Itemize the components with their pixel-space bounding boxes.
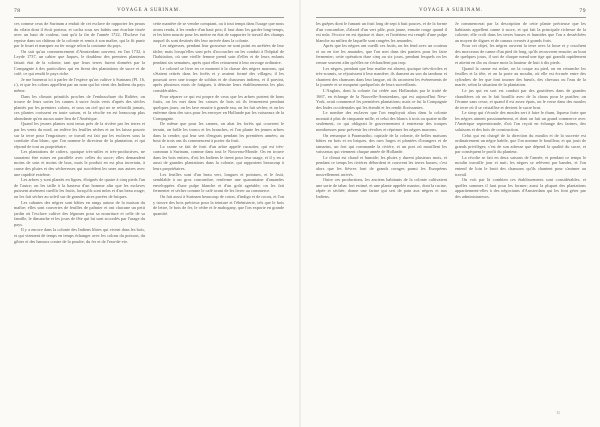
paragraph: Le jus qui en sort est conduit par des gouttières dans de grandes chaudières où on le fait bouillir avec de la chaux pour le purifier; on l'écume sans cesse, et quand il est assez épais, on le verse dans des moules de terre où il se cristallise et devient le sucre brut. xyxy=(455,87,586,110)
right-column-1 xyxy=(316,21,447,421)
left-running-title: VOYAGE A SURINAM. xyxy=(117,8,181,13)
right-page xyxy=(300,0,600,427)
paragraph: On sait qu'au commencement d'Amsterdam souvent, en l'an 1732, à Leyde 1737, un cahier que Jaques, le doubleur des premiers planteurs faisait état de la colonie, tant que leurs terres furent données par la Compagnie à des particuliers qui en firent des plantations de sucre et de café, ce qui rendit le pays riche. xyxy=(14,48,145,77)
left-column-1 xyxy=(14,21,145,421)
paragraph: Pour séparer ce qui est propre de ceux que les arbres portent de bons fruits, on les met dans les caisses de bois où ils fermentent pendant quelques jours; on les lave ensuite à grande eau, on les fait sécher, et on les enferme dans des sacs pour les envoyer en Hollande par les vaisseaux de la Compagnie. xyxy=(153,93,284,121)
paragraph: On fait aussi à Surinam beaucoup de coton, d'indigo et de rocou, et l'on y trouve des bois précieux pour la teinture et l'ébénisterie, tels que le bois de lettre, le bois de fer, le cèdre et le mahogany, que l'on exporte en grande quantité. xyxy=(153,193,284,216)
left-page-number: 78 xyxy=(14,8,21,14)
paragraph: On remarque à Paramaribo, capitale de la colonie, de belles maisons bâties en bois et en briques, des rues larges et plantées d'orangers et de tamarins, un fort qui commande la rivière, et un port où mouillent les vaisseaux qui viennent chaque année de Hollande. xyxy=(316,132,447,155)
paragraph: Les plantations de cafiers, quoique très-utiles et très-productives, ne sauraient être mises en parallèle avec celles du sucre; elles demandent moins de soin et moins de bras, mais le produit en est plus incertain, à cause des pluies et des sécheresses qui succèdent les unes aux autres avec une rapidité extrême. xyxy=(14,149,145,177)
paragraph: Je me bornerai ici à parler de l'espèce qu'on cultive à Surinam (Pl. 16, t.), et que les colons appellent par un nom qui lui vient des Indiens du pays même. xyxy=(14,76,145,93)
left-header-rule xyxy=(14,17,284,18)
left-page-header xyxy=(14,6,284,16)
paragraph: Il y a encore dans la colonie des Indiens libres qui vivent dans les bois, et qui viennent de temps en temps échanger avec les colons du poisson, du gibier et des hamacs contre de la poudre, du fer et de l'eau-de-vie. xyxy=(14,227,145,244)
paragraph: Je commencerai par la description de cette plante précieuse que les habitants appellent canne à sucre, et qui fait la principale richesse de la colonie; elle croît dans les terres basses et humides que l'on a desséchées au moyen de digues et de canaux creusés à grands frais. xyxy=(455,21,586,43)
paragraph: Quand la canne est mûre, on la coupe au pied, on en retranche les feuilles et la tête, et on la porte au moulin, où elle est écrasée entre des cylindres de fer que font tourner des bœufs, des chevaux ou l'eau de la marée, selon la situation de la plantation. xyxy=(455,65,586,88)
paragraph: Quand les jeunes plantes sont tenus près de la rivière par les terres et par les vents du nord, on enlève les feuilles sèches et on les laisse pourrir sur la terre pour l'engraisser; ce travail est fait par les esclaves sous la conduite d'un blanc, que l'on nomme le directeur de la plantation, et qui répond de tout au propriétaire. xyxy=(14,121,145,149)
paragraph: Outre ces productions, les anciens habitants de la colonie cultivaient une sorte de tabac fort estimé, et une plante appelée manioc, dont la racine, râpée et séchée, donne une farine qui sert de pain aux nègres et aux Indiens. xyxy=(316,177,447,199)
left-page-columns xyxy=(14,21,284,421)
paragraph: Celui qui est chargé de la direction du moulin et de la sucrerie est ordinairement un nègre habile, que l'on nomme le bouilleur, et qui jouit de grands privilèges; c'est de son adresse que dépend la qualité du sucre, et par conséquent le profit du planteur. xyxy=(455,132,586,155)
right-page-header xyxy=(316,6,586,16)
paragraph: Les cabanes des nègres sont bâties en rangs autour de la maison du maître; elles sont couvertes de feuilles de palmier et ont chacune un petit jardin où l'esclave cultive des légumes pour sa nourriture et celle de sa famille, le dimanche et les jours de fête qui lui sont accordés par l'usage du pays. xyxy=(14,199,145,227)
right-column-2 xyxy=(455,21,586,421)
paragraph: Les nègres, pendant que leur maître est absent, quoique très-dociles et très-soumis, se réjouissent à leur manière; ils dansent au son du tambour et chantent des chansons dans leur langue, où ils racontent les événements de la journée et se moquent quelquefois de leurs surveillants. xyxy=(316,65,447,88)
paragraph: Les négresses, pendant leur grossesse ne sont point en arrêtées de leur tâche; mais lorsqu'elles sont près d'accoucher on les conduit à l'hôpital de l'habitation, où une vieille femme prend soin d'elles et de leurs enfants pendant six semaines, après quoi elles retournent à leur ouvrage ordinaire. xyxy=(153,43,284,66)
paragraph: Le colonel se livre en ce moment à la chasse des nègres marrons, qui s'étaient retirés dans les forêts et y avaient formé des villages; il les poursuit avec une troupe de soldats et de chasseurs indiens, et il parvint, après plusieurs mois de fatigues, à détruire leurs établissements les plus considérables. xyxy=(153,65,284,93)
paragraph: Les arbres y sont plantés en lignes, éloignés de quatre à cinq pieds l'un de l'autre; on les taille à la hauteur d'un homme afin que les esclaves puissent aisément cueillir les fruits, lorsqu'ils sont mûrs et d'un beau rouge; on les fait sécher au soleil sur de grandes aires pavées de briques. xyxy=(14,177,145,199)
paragraph: Le climat est chaud et humide; les pluies y durent plusieurs mois, et pendant ce temps les rivières débordent et couvrent les terres basses; c'est alors que les fièvres font de grands ravages parmi les Européens nouvellement arrivés. xyxy=(316,154,447,177)
right-page-columns xyxy=(316,21,586,421)
right-running-title: VOYAGE A SURINAM. xyxy=(419,8,483,13)
paragraph: Le nombre des esclaves que l'on employait alors dans la colonie montait à plus de cinquante mille, et celui des blancs à trois ou quatre mille seulement, ce qui obligeait le gouvernement à entretenir des troupes nombreuses pour prévenir les révoltes et réprimer les nègres marrons. xyxy=(316,110,447,132)
paragraph: On voit par là combien ces établissements sont considérables, et quelles sommes il faut pour les former; aussi la plupart des plantations appartiennent-elles à des négociants d'Amsterdam qui les font gérer par des administrateurs. xyxy=(455,177,586,199)
paragraph: Pour cet objet, les nègres ouvrent la terre avec la houe et y couchent des morceaux de canne d'un pied de long, qu'ils recouvrent ensuite; au bout de quelques jours, il sort de chaque nœud une tige qui grandit rapidement et atteint en dix ou douze mois la hauteur de huit à dix pieds. xyxy=(455,43,586,66)
paragraph: Dans les climats primitifs proches de l'embouchure du Ralière, on trouve de leurs sortes les cannes à sucre fruits verts d'après des siècles plantés par les premiers colons, et sous un ciel qui ne se refroidit jamais, ces plantes croissent en toute saison, et la récolte en est beaucoup plus abondante qu'en aucun autre lieu de l'Amérique. xyxy=(14,93,145,121)
paragraph: cette manière de se vendre comptant, ou à tout temps dans l'usage que nous avons rendu, à les rendre d'un haut prix; il faut donc les garder long-temps, et les bien nourrir pour les mettre en état de supporter le travail des champs auquel ils sont destinés dès leur arrivée dans la colonie. xyxy=(153,21,284,43)
right-header-rule xyxy=(316,17,586,18)
paragraph: La canne se fait de fruit d'un arbre appelé cacaotier, qui est très-commun à Surinam, comme dans tout le Nouveau-Monde. On en trouve dans les bois entiers, d'où les Indiens le tirent pour leur usage, et il y en a aussi de grandes plantations dans la colonie, qui rapportent beaucoup à leurs propriétaires. xyxy=(153,143,284,172)
paragraph: ces comme ceux de Surinam a enduit de cet esclave de rapporter les peaux du vilain dont il étoit porteur, et cacha sous ses habits une écarlate tissée avec un haut de couleur, tant qu'à la fin de l'année 1722, l'Esclave fut reprise dans un château de la colonie et remis à son maître, qui la fit punir par le fouet et marquer au fer rouge selon la coutume du pays. xyxy=(14,21,145,49)
paragraph: L'Anglais, dont la colonie fut cédée aux Hollandais par le traité de 1667, en échange de la Nouvelle-Amsterdam, qui est aujourd'hui New-York, avait commencé les premières plantations; mais ce fut la Compagnie des Indes occidentales qui les étendit et les rendit florissantes. xyxy=(316,87,447,110)
signature-mark: 11 xyxy=(556,410,560,415)
paragraph: La récolte se fait en deux saisons de l'année, et pendant ce temps le moulin travaille jour et nuit; les nègres se relèvent par bandes, et l'on entend de loin le bruit des chansons qu'ils chantent pour s'animer au travail. xyxy=(455,154,586,177)
paragraph: Le sirop qui s'écoule des moules sert à faire le rhum, liqueur forte que les nègres aiment passionnément, et dont on fait un grand commerce avec l'Amérique septentrionale, d'où l'on reçoit en échange des farines, des salaisons et des bois de construction. xyxy=(455,110,586,132)
right-page-number: 79 xyxy=(579,8,586,14)
paragraph: les guêpes dont le fumant un fruit long de sept à huit pouces, et de la forme d'un concombre, d'abord d'un vert pâle, puis jaune, ensuite rouge quand il est mûr; l'écorce en est épaisse et dure, et l'intérieur est rempli d'une pulpe blanche au milieu de laquelle sont rangées les amandes. xyxy=(316,21,447,43)
paragraph: Après que les nègres ont cueilli ces fruits, on les fend avec un couteau et on en tire les amandes, que l'on met dans des paniers pour les faire fermenter; cette opération dure cinq ou six jours, pendant lesquels on les remue souvent afin qu'elles ne s'échauffent pas trop. xyxy=(316,43,447,66)
paragraph: Les feuilles sont d'un beau vert, longues et pointues, et le fruit, semblable à un gros concombre, renferme une quarantaine d'amandes enveloppées d'une pulpe blanche et d'un goût agréable; on les fait fermenter et sécher comme le café avant de les livrer au commerce. xyxy=(153,171,284,194)
left-column-2 xyxy=(153,21,284,421)
paragraph: De même que pour les cannes, on abat les forêts qui couvrent le terrain, on brûle les troncs et les branches, et l'on plante les jeunes arbres dans la cendre, qui leur sert d'engrais pendant les premières années; au bout de trois ans ils commencent à porter du fruit. xyxy=(153,121,284,144)
